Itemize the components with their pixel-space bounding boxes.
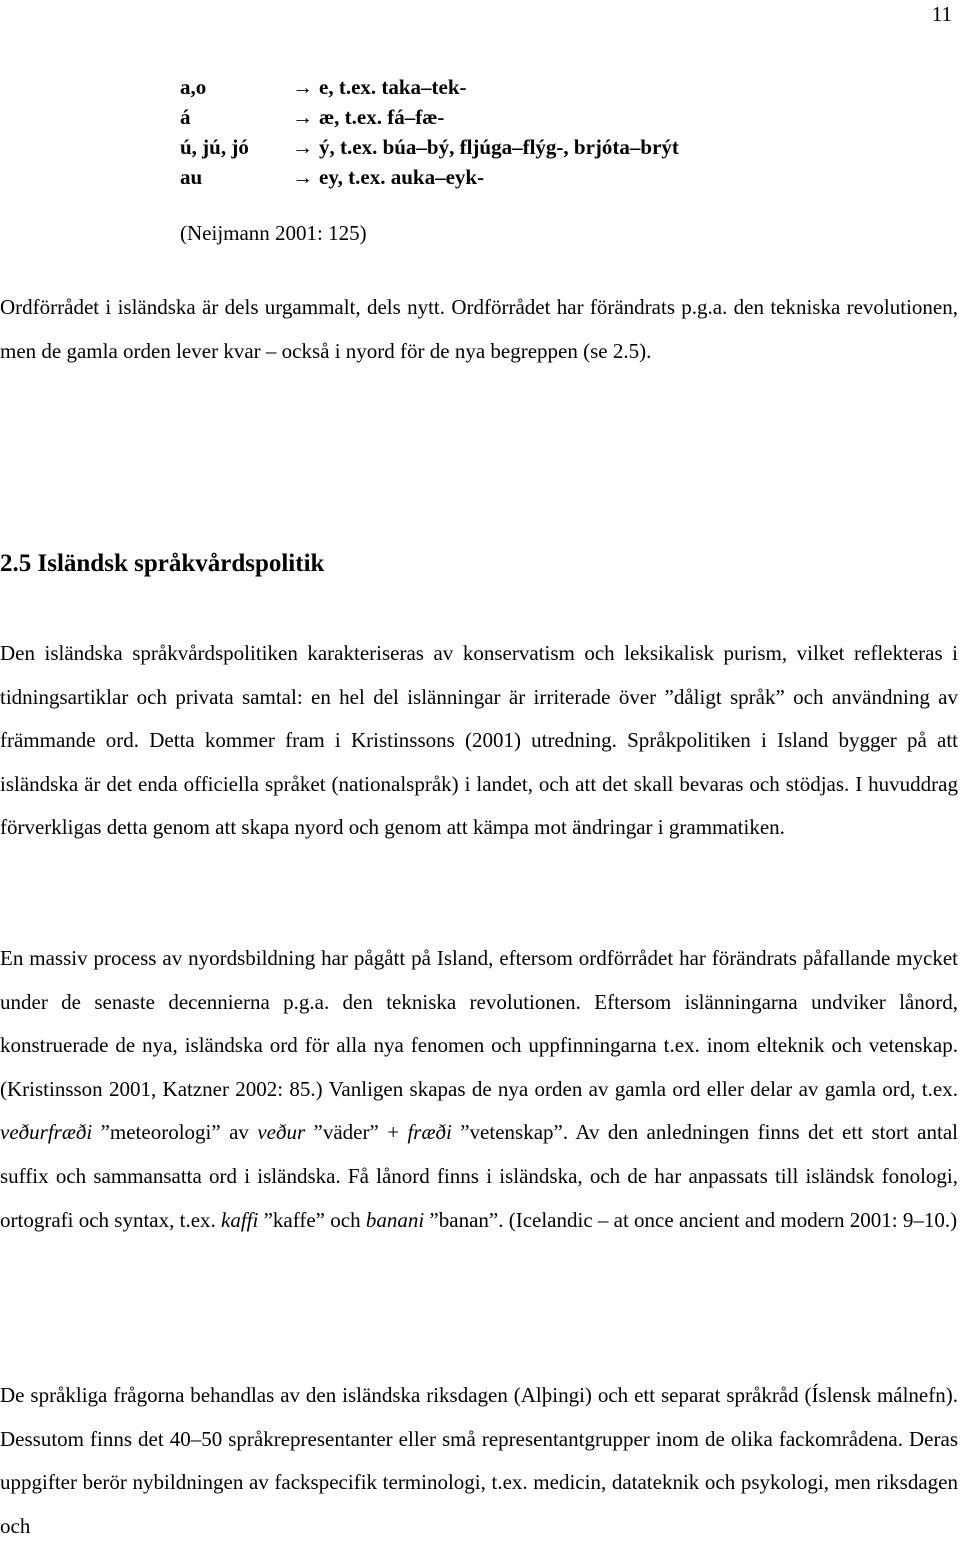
paragraph-nyordsbildning xyxy=(0,937,958,1242)
text-run: ”meteorologi” av xyxy=(92,1120,258,1145)
arrow-icon: → xyxy=(292,105,313,129)
sound-result: æ, t.ex. fá–fæ- xyxy=(319,105,445,129)
sound-source: a,o xyxy=(180,75,207,99)
text-run: ”vetenskap”. Av den anledningen finns det ett stort antal suffix och sammansatta ord i isländska. Få lånord finns i isländska, och de har anpassats till isländsk fonologi, ortografi och syntax, t.ex. xyxy=(0,1120,958,1232)
page-number: 11 xyxy=(931,2,952,26)
sound-change-row xyxy=(180,162,679,192)
arrow-icon: → xyxy=(292,75,313,99)
text-run: ”banan”. (Icelandic – at once ancient and modern 2001: 9–10.) xyxy=(424,1207,958,1232)
example-word: veðurfræði xyxy=(0,1120,93,1145)
arrow-icon: → xyxy=(292,165,313,189)
sound-change-row xyxy=(180,132,679,162)
citation: (Neijmann 2001: 125) xyxy=(180,221,367,245)
paragraph-ordforradet: Ordförrådet i isländska är dels urgammalt, dels nytt. Ordförrådet har förändrats p.g.a. den tekniska revolutionen, men de gamla orden lever kvar – också i nyord för de nya begreppen (se 2.5). xyxy=(0,295,958,363)
text-run: ”kaffe” och xyxy=(258,1207,366,1232)
sound-source: au xyxy=(180,165,203,189)
arrow-icon: → xyxy=(292,135,313,159)
sound-result: ey, t.ex. auka–eyk- xyxy=(319,165,485,189)
sound-change-row xyxy=(180,72,679,102)
example-word: fræði xyxy=(407,1120,452,1145)
example-word: banani xyxy=(365,1207,425,1232)
sound-result: e, t.ex. taka–tek- xyxy=(319,75,467,99)
sound-source: ú, jú, jó xyxy=(180,135,249,159)
sound-change-list xyxy=(180,72,679,192)
paragraph-sprakvardspolitik: Den isländska språkvårdspolitiken karakteriseras av konservatism och leksikalisk purism, vilket reflekteras i tidningsartiklar och privata samtal: en hel del islänningar är irriterade över ”dåligt språk” och användning av främmande ord. Detta kommer fram i Kristinssons (2001) utredning. Språkpolitiken i Island bygger på att isländska är det enda officiella språket (nationalspråk) i landet, och att det skall bevaras och stödjas. I huvuddrag förverkligas detta genom att skapa nyord och genom att kämpa mot ändringar i grammatiken. xyxy=(0,641,958,840)
example-word: veður xyxy=(257,1120,306,1145)
sound-result: ý, t.ex. búa–bý, fljúga–flýg-, brjóta–brýt xyxy=(319,135,679,159)
sound-source: á xyxy=(180,105,191,129)
example-word: kaffi xyxy=(221,1207,259,1232)
text-run: ”väder” + xyxy=(305,1120,408,1145)
sound-change-row xyxy=(180,102,679,132)
paragraph-sprakliga-fragor: De språkliga frågorna behandlas av den isländska riksdagen (Alþingi) och ett separat språkråd (Íslensk málnefn). Dessutom finns det 40–50 språkrepresentanter eller små representantgrupper inom de olika fackområdena. Deras uppgifter berör nybildningen av fackspecifik terminologi, t.ex. medicin, datateknik och psykologi, men riksdagen och xyxy=(0,1383,958,1538)
text-run: En massiv process av nyordsbildning har pågått på Island, eftersom ordförrådet har förändrats påfallande mycket under de senaste decennierna p.g.a. den tekniska revolutionen. Eftersom islänningarna undviker lånord, konstruerade de nya, isländska ord för alla nya fenomen och uppfinningarna t.ex. inom elteknik och vetenskap. (Kristinsson 2001, Katzner 2002: 85.) Vanligen skapas de nya orden av gamla ord eller delar av gamla ord, t.ex. xyxy=(0,946,958,1101)
section-heading: 2.5 Isländsk språkvårdspolitik xyxy=(0,550,325,577)
